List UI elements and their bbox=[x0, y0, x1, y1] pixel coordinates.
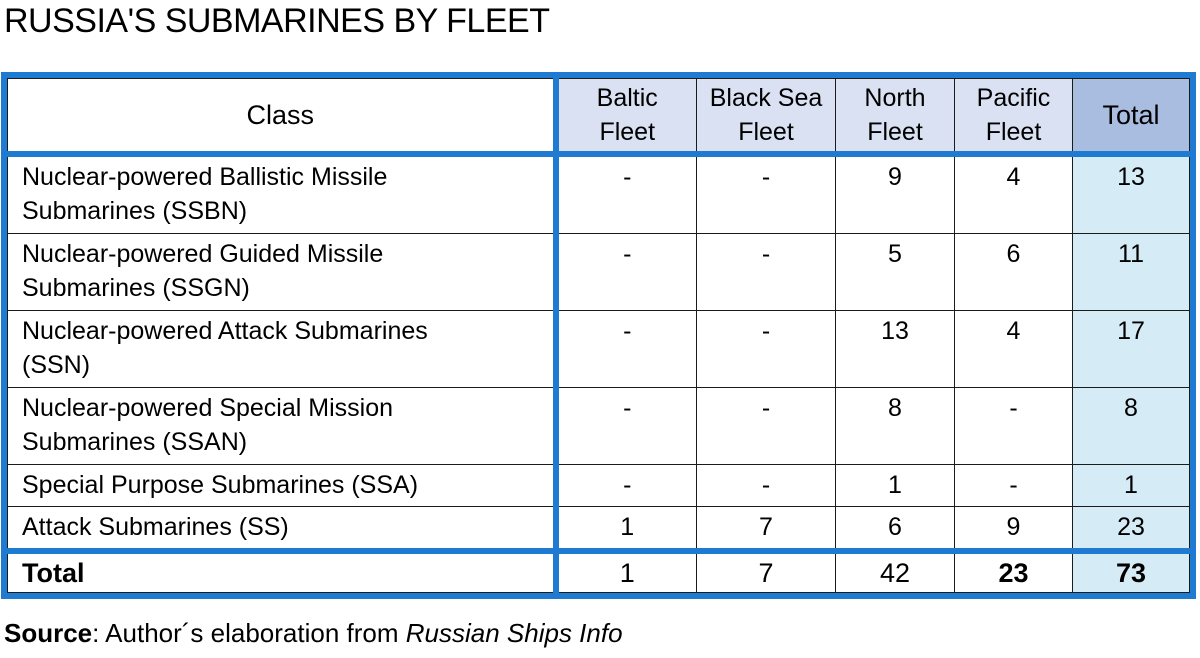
header-total: Total bbox=[1073, 79, 1190, 155]
black-sea-cell: - bbox=[697, 310, 836, 387]
header-north-fleet: North Fleet bbox=[836, 79, 955, 155]
total-cell: 8 bbox=[1073, 387, 1190, 464]
baltic-cell: 1 bbox=[556, 506, 697, 551]
black-sea-cell: 7 bbox=[697, 506, 836, 551]
table-row bbox=[8, 234, 1190, 311]
black-sea-cell: - bbox=[697, 464, 836, 506]
total-cell: 1 bbox=[1073, 464, 1190, 506]
row-class-cell: Nuclear-powered Special Mission Submarines (SSAN) bbox=[8, 387, 556, 464]
black-sea-cell: - bbox=[697, 154, 836, 234]
north-cell: 1 bbox=[836, 464, 955, 506]
north-cell: 5 bbox=[836, 234, 955, 311]
table-row bbox=[8, 387, 1190, 464]
pacific-cell: - bbox=[955, 387, 1073, 464]
source-text: : Author´s elaboration from bbox=[92, 618, 406, 648]
total-cell: 11 bbox=[1073, 234, 1190, 311]
row-class-cell: Attack Submarines (SS) bbox=[8, 506, 556, 551]
row-class-cell: Nuclear-powered Attack Submarines (SSN) bbox=[8, 310, 556, 387]
submarines-by-fleet-table bbox=[7, 78, 1190, 593]
table-row bbox=[8, 310, 1190, 387]
north-cell: 6 bbox=[836, 506, 955, 551]
north-cell: 9 bbox=[836, 154, 955, 234]
row-class-cell: Nuclear-powered Guided Missile Submarines (SSGN) bbox=[8, 234, 556, 311]
black-sea-cell: - bbox=[697, 387, 836, 464]
source-label: Source bbox=[4, 618, 93, 648]
pacific-cell: - bbox=[955, 464, 1073, 506]
table-row bbox=[8, 154, 1190, 234]
baltic-cell: - bbox=[556, 234, 697, 311]
header-pacific-fleet: Pacific Fleet bbox=[955, 79, 1073, 155]
table-row bbox=[8, 464, 1190, 506]
baltic-cell: - bbox=[556, 154, 697, 234]
table-row bbox=[8, 506, 1190, 551]
baltic-cell: - bbox=[556, 310, 697, 387]
north-cell: 8 bbox=[836, 387, 955, 464]
pacific-cell: 4 bbox=[955, 310, 1073, 387]
source-note bbox=[4, 618, 623, 649]
total-baltic-cell: 1 bbox=[556, 551, 697, 593]
north-cell: 13 bbox=[836, 310, 955, 387]
source-publication: Russian Ships Info bbox=[405, 618, 623, 648]
submarines-table-frame bbox=[1, 72, 1196, 599]
header-black-sea-fleet: Black Sea Fleet bbox=[697, 79, 836, 155]
grand-total-cell: 73 bbox=[1073, 551, 1190, 593]
black-sea-cell: - bbox=[697, 234, 836, 311]
header-baltic-fleet: Baltic Fleet bbox=[556, 79, 697, 155]
baltic-cell: - bbox=[556, 464, 697, 506]
page-title: RUSSIA'S SUBMARINES BY FLEET bbox=[4, 2, 550, 40]
pacific-cell: 4 bbox=[955, 154, 1073, 234]
total-cell: 23 bbox=[1073, 506, 1190, 551]
row-class-cell: Special Purpose Submarines (SSA) bbox=[8, 464, 556, 506]
baltic-cell: - bbox=[556, 387, 697, 464]
total-north-cell: 42 bbox=[836, 551, 955, 593]
total-black-sea-cell: 7 bbox=[697, 551, 836, 593]
table-header-row bbox=[8, 79, 1190, 155]
header-class: Class bbox=[8, 79, 556, 155]
table-total-row bbox=[8, 551, 1190, 593]
pacific-cell: 9 bbox=[955, 506, 1073, 551]
total-cell: 17 bbox=[1073, 310, 1190, 387]
pacific-cell: 6 bbox=[955, 234, 1073, 311]
total-row-label: Total bbox=[8, 551, 556, 593]
total-cell: 13 bbox=[1073, 154, 1190, 234]
total-pacific-cell: 23 bbox=[955, 551, 1073, 593]
row-class-cell: Nuclear-powered Ballistic Missile Submarines (SSBN) bbox=[8, 154, 556, 234]
